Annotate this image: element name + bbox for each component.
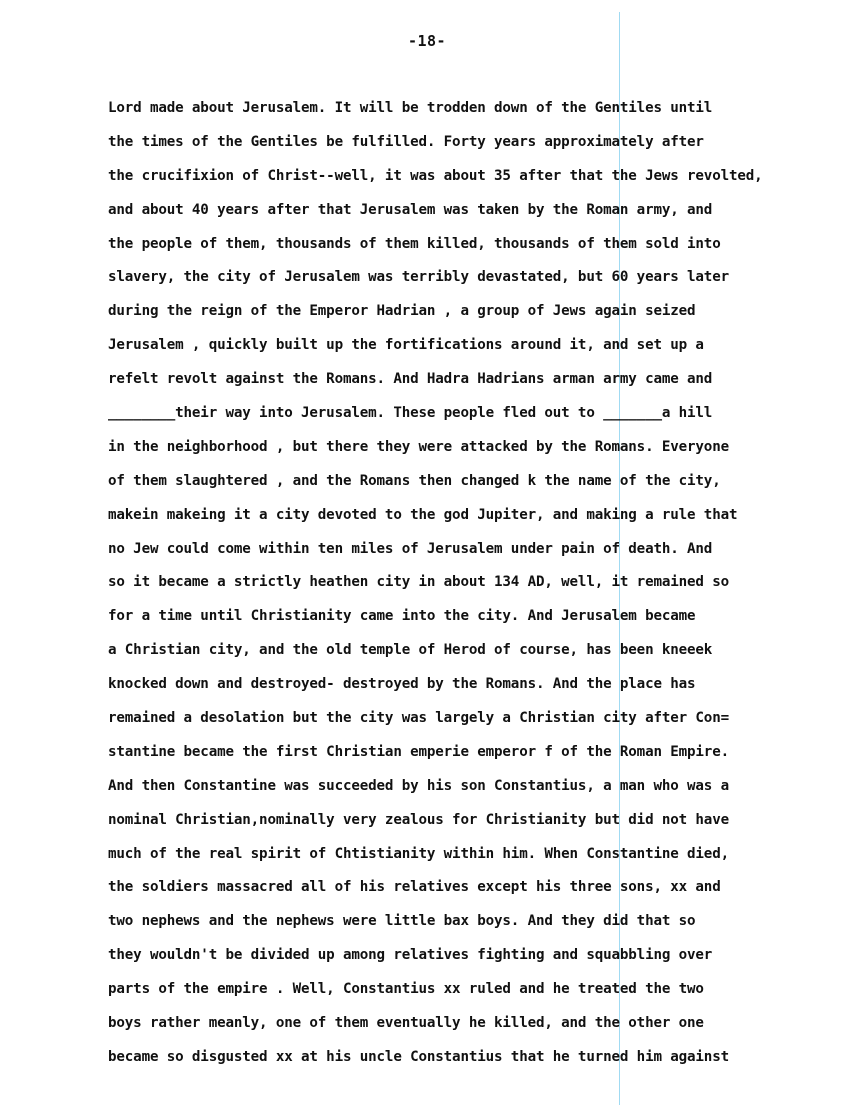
text-line-11: in the neighborhood , but there they were attacked by the Romans. Everyone (108, 438, 729, 455)
page-number: -18- (407, 32, 447, 50)
text-line-4: and about 40 years after that Jerusalem was taken by the Roman army, and (108, 201, 713, 218)
text-line-26: they wouldn't be divided up among relatives fighting and squabbling over (108, 947, 713, 964)
text-line-16: for a time until Christianity came into the city. And Jerusalem became (108, 608, 696, 625)
text-line-5: the people of them, thousands of them killed, thousands of them sold into (108, 235, 721, 252)
text-line-1: Lord made about Jerusalem. It will be trodden down of the Gentiles until (108, 100, 713, 116)
text-line-12: of them slaughtered , and the Romans then changed k the name of the city, (108, 472, 721, 489)
text-line-7: during the reign of the Emperor Hadrian , a group of Jews again seized (108, 303, 696, 320)
text-line-18: knocked down and destroyed- destroyed by the Romans. And the place has (108, 676, 696, 693)
text-line-21: And then Constantine was succeeded by his son Constantius, a man who was a (108, 777, 729, 794)
text-line-15: so it became a strictly heathen city in about 134 AD, well, it remained so (108, 574, 729, 591)
text-line-9: refelt revolt against the Romans. And Hadra Hadrians arman army came and (108, 371, 713, 388)
text-line-24: the soldiers massacred all of his relatives except his three sons, xx and (108, 879, 721, 896)
text-line-27: parts of the empire . Well, Constantius xx ruled and he treated the two (108, 981, 704, 998)
text-line-14: no Jew could come within ten miles of Jerusalem under pain of death. And (108, 540, 713, 557)
text-line-8: Jerusalem , quickly built up the fortifications around it, and set up a (108, 337, 704, 354)
text-line-22: nominal Christian,nominally very zealous for Christianity but did not have (108, 811, 729, 828)
text-line-28: boys rather meanly, one of them eventually he killed, and the other one (108, 1015, 704, 1032)
text-line-19: remained a desolation but the city was largely a Christian city after Con= (108, 710, 729, 727)
text-line-2: the times of the Gentiles be fulfilled. Forty years approximately after (108, 133, 704, 150)
text-line-23: much of the real spirit of Chtistianity within him. When Constantine died, (108, 845, 729, 862)
text-line-13: makein makeing it a city devoted to the god Jupiter, and making a rule that (108, 506, 738, 523)
text-line-10: ________their way into Jerusalem. These people fled out to _______a hill (108, 405, 713, 422)
text-line-20: stantine became the first Christian emperie emperor f of the Roman Empire. (108, 743, 729, 760)
text-line-29: became so disgusted xx at his uncle Constantius that he turned him against (108, 1048, 729, 1065)
text-line-3: the crucifixion of Christ--well, it was about 35 after that the Jews revolted, (108, 167, 763, 184)
text-line-6: slavery, the city of Jerusalem was terribly devastated, but 60 years later (108, 269, 729, 286)
text-line-17: a Christian city, and the old temple of Herod of course, has been kneeek (108, 642, 713, 659)
body-text (108, 97, 848, 1080)
text-line-25: two nephews and the nephews were little bax boys. And they did that so (108, 913, 696, 930)
